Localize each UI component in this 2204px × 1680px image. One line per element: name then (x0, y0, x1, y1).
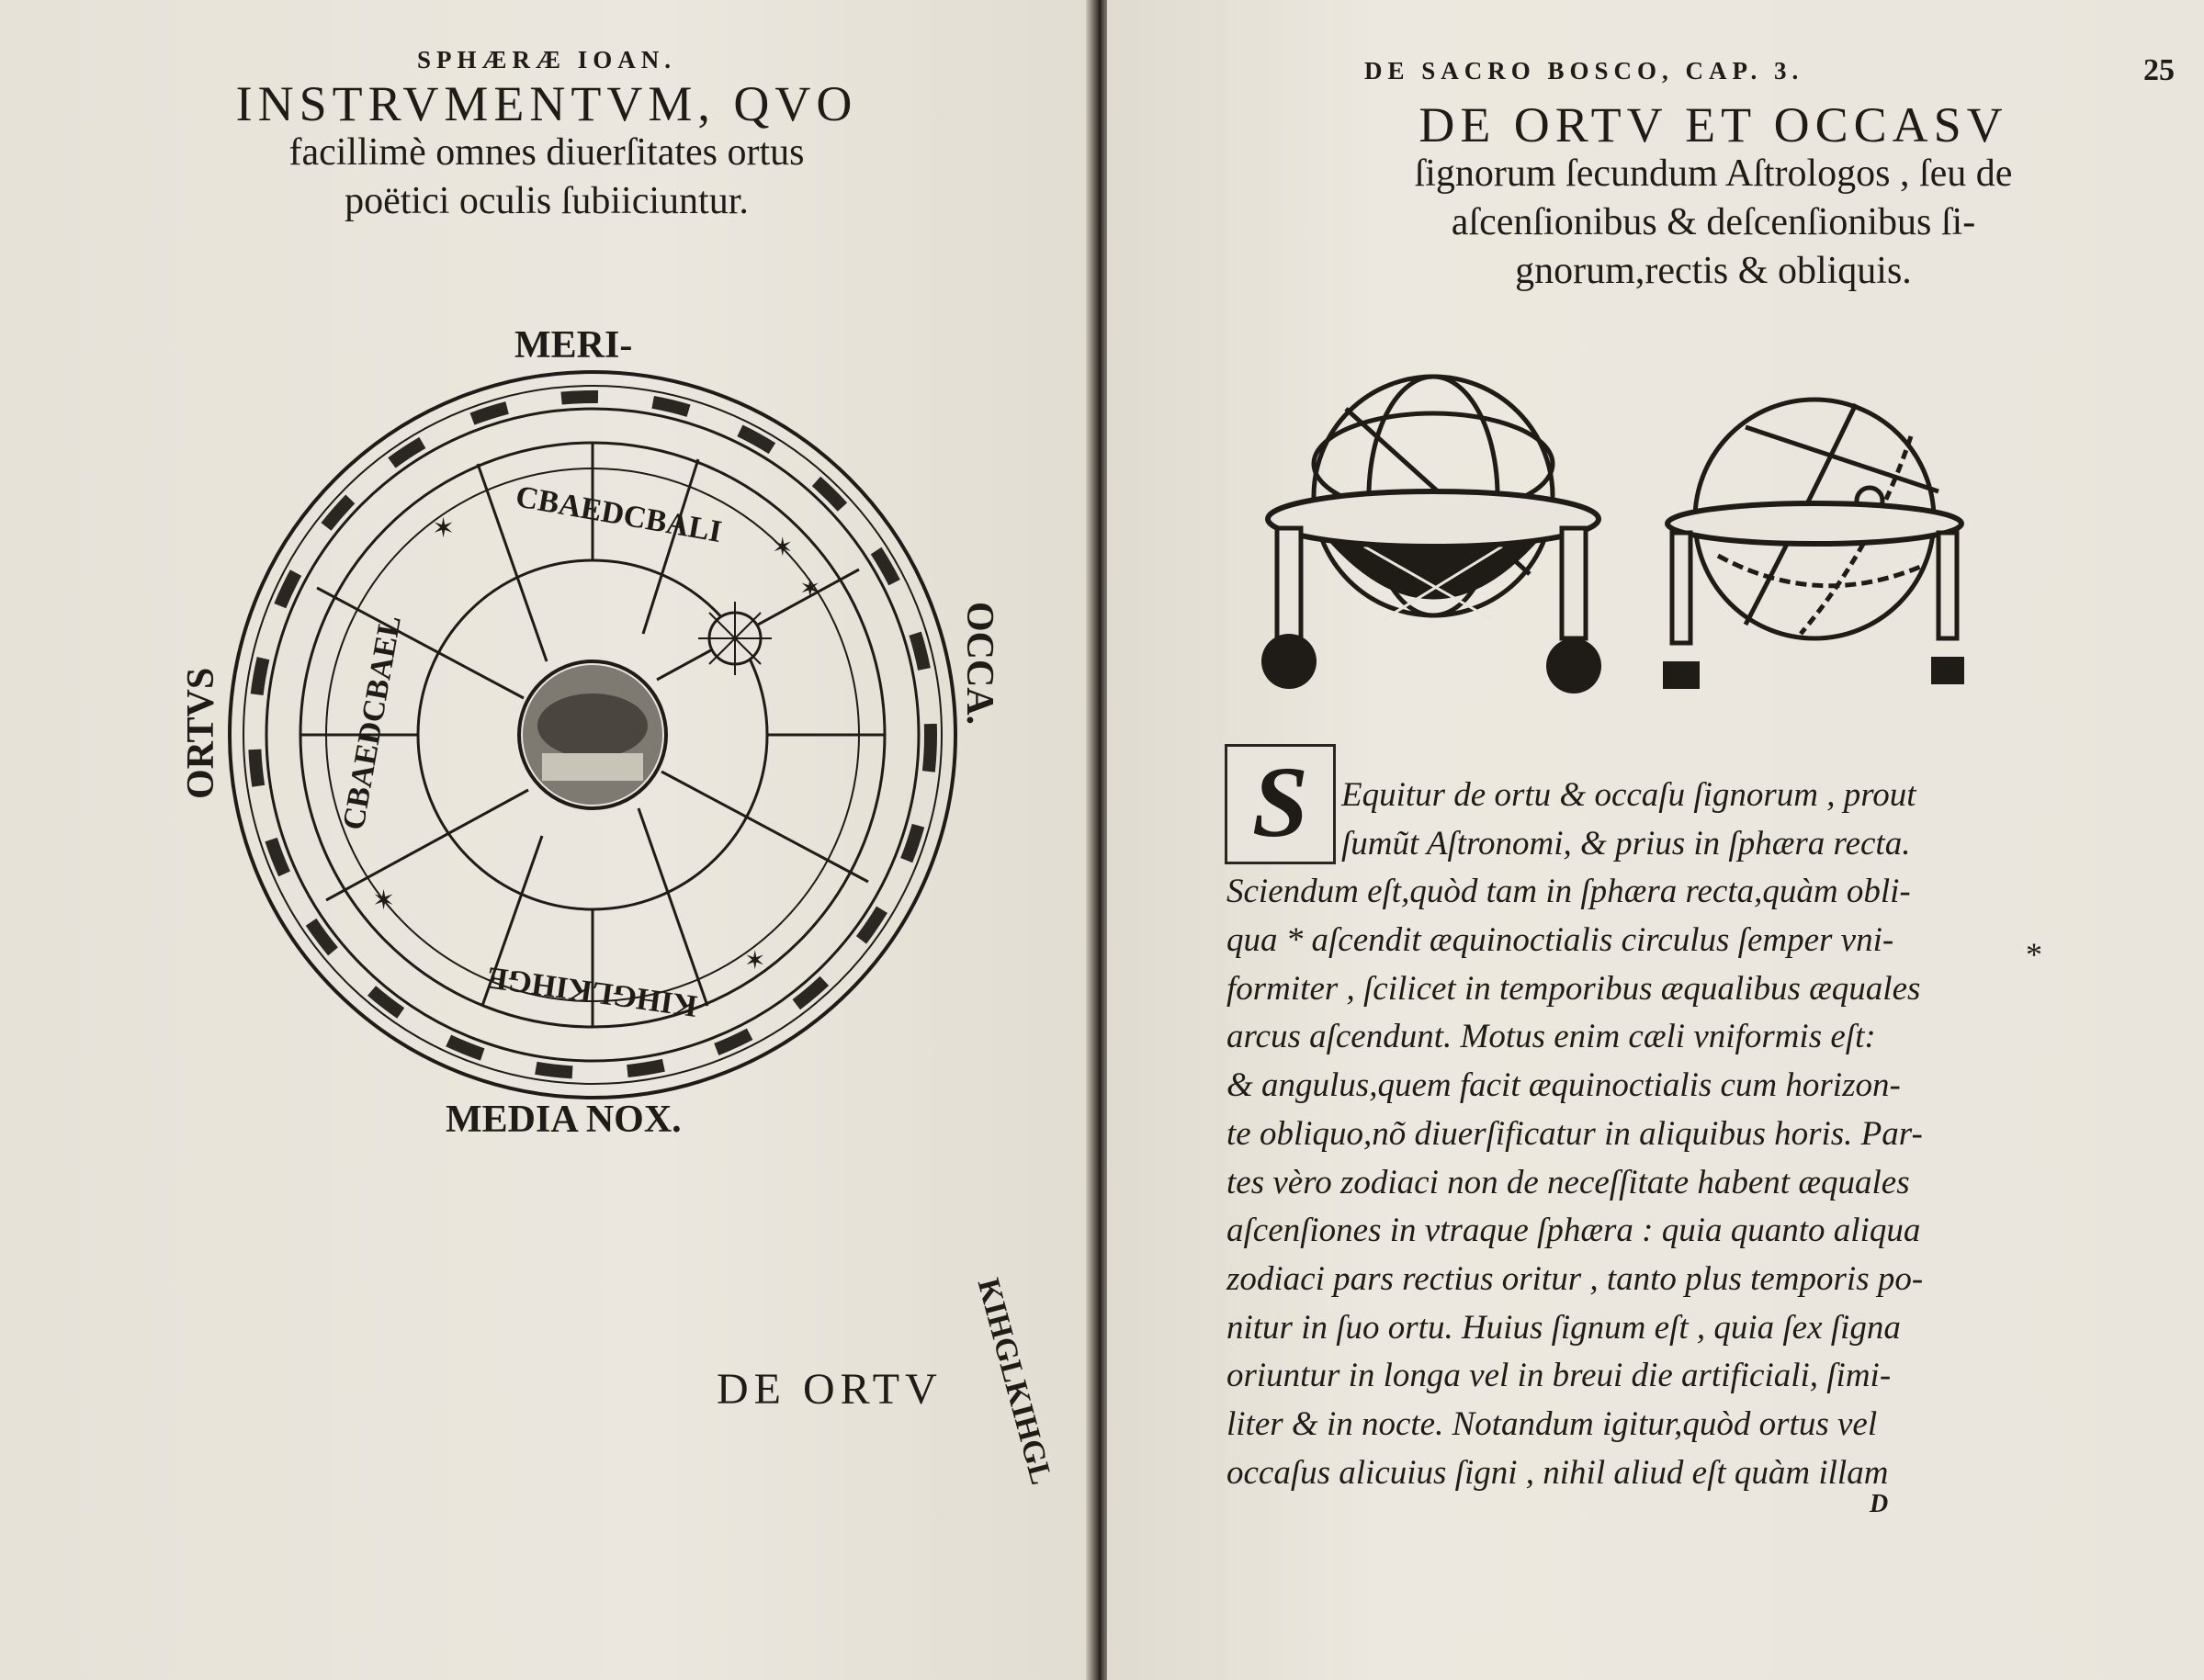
body-line: ſumũt Aſtronomi, & prius in ſphæra recta. (1341, 824, 1911, 863)
body-line: te obliquo,nõ diuerſificatur in aliquibus horis. Par- (1226, 1114, 1923, 1153)
page-title-right-line4: gnorum,rectis & obliquis. (1515, 250, 1912, 292)
body-line: arcus aſcendunt. Motus enim cæli vniformis eſt: (1226, 1018, 1876, 1056)
svg-text:✶: ✶ (799, 575, 821, 603)
sun-icon (698, 602, 772, 675)
body-line: zodiaci pars rectius oritur , tanto plus temporis po- (1226, 1259, 1924, 1298)
body-line: Equitur de ortu & occaſu ſignorum , prout (1341, 776, 1916, 814)
body-line: tes vèro zodiaci non de neceſſitate habent æquales (1226, 1163, 1910, 1201)
ring-inscription-bottom: KIHGLKIHGE (484, 959, 700, 1023)
page-title-left-line2: facillimè omnes diuerſitates ortus (288, 131, 805, 174)
svg-text:✶: ✶ (372, 885, 396, 916)
armillary-sphere-icon (1254, 363, 1612, 703)
body-line: oriuntur in longa vel in breui die artificiali, ſimi- (1226, 1357, 1892, 1395)
catchword: DE ORTV (717, 1365, 943, 1414)
margin-mark: * (2026, 936, 2042, 973)
diagram-label-meridies: MERI- (514, 324, 633, 366)
ring-inscription-right: KIHGLKIHGL (970, 1274, 1059, 1489)
left-page (0, 0, 1093, 1680)
initial-letter: S (1251, 746, 1309, 858)
ring-inscription-left: CBAEDCBAEL (336, 613, 408, 833)
svg-text:✶: ✶ (772, 534, 794, 562)
folio-number: 25 (2143, 53, 2175, 87)
running-head-left: SPHÆRÆ IOAN. (416, 46, 676, 73)
diagram-label-occasus: OCCA. (958, 602, 1000, 726)
body-line: nitur in ſuo ortu. Huius ſignum eſt , quia ſex ſigna (1226, 1308, 1901, 1347)
page-title-right-line1: DE ORTV ET OCCASV (1418, 97, 2008, 152)
running-head-right: DE SACRO BOSCO, CAP. 3. (1364, 57, 1804, 85)
body-line: Sciendum eſt,quòd tam in ſphæra recta,quàm obli- (1226, 873, 1911, 911)
right-page (1107, 0, 2204, 1680)
diagram-label-media-nox: MEDIA NOX. (446, 1099, 682, 1141)
page-title-right-line3: aſcenſionibus & deſcenſionibus ſi- (1451, 201, 1976, 243)
page-title-left-line3: poëtici oculis ſubiiciuntur. (345, 180, 749, 222)
ring-inscription-top: CBAEDCBALI (513, 479, 725, 549)
body-line: aſcenſiones in vtraque ſphæra : quia quanto aliqua (1226, 1212, 1921, 1250)
page-title-left-line1: INSTRVMENTVM, QVO (235, 76, 858, 131)
page-title-right-line2: ſignorum ſecundum Aſtrologos , ſeu de (1414, 152, 2013, 195)
svg-text:✶: ✶ (432, 513, 456, 544)
body-text (1226, 772, 2200, 1497)
body-line: occaſus alicuius ſigni , nihil aliud eſt quàm illam (1226, 1453, 1889, 1492)
celestial-globe-icon (1663, 372, 1966, 712)
body-line: liter & in nocte. Notandum igitur,quòd ortus vel (1226, 1404, 1878, 1443)
signature-mark: D (1870, 1490, 1889, 1518)
svg-text:✶: ✶ (744, 947, 766, 975)
body-line: qua * aſcendit æquinoctialis circulus ſemper vni- (1226, 921, 1894, 960)
body-line: formiter , ſcilicet in temporibus æqualibus æquales (1226, 969, 1921, 1008)
body-line: & angulus,quem facit æquinoctialis cum horizon- (1226, 1066, 1901, 1105)
diagram-label-ortus: ORTVS (180, 667, 222, 799)
